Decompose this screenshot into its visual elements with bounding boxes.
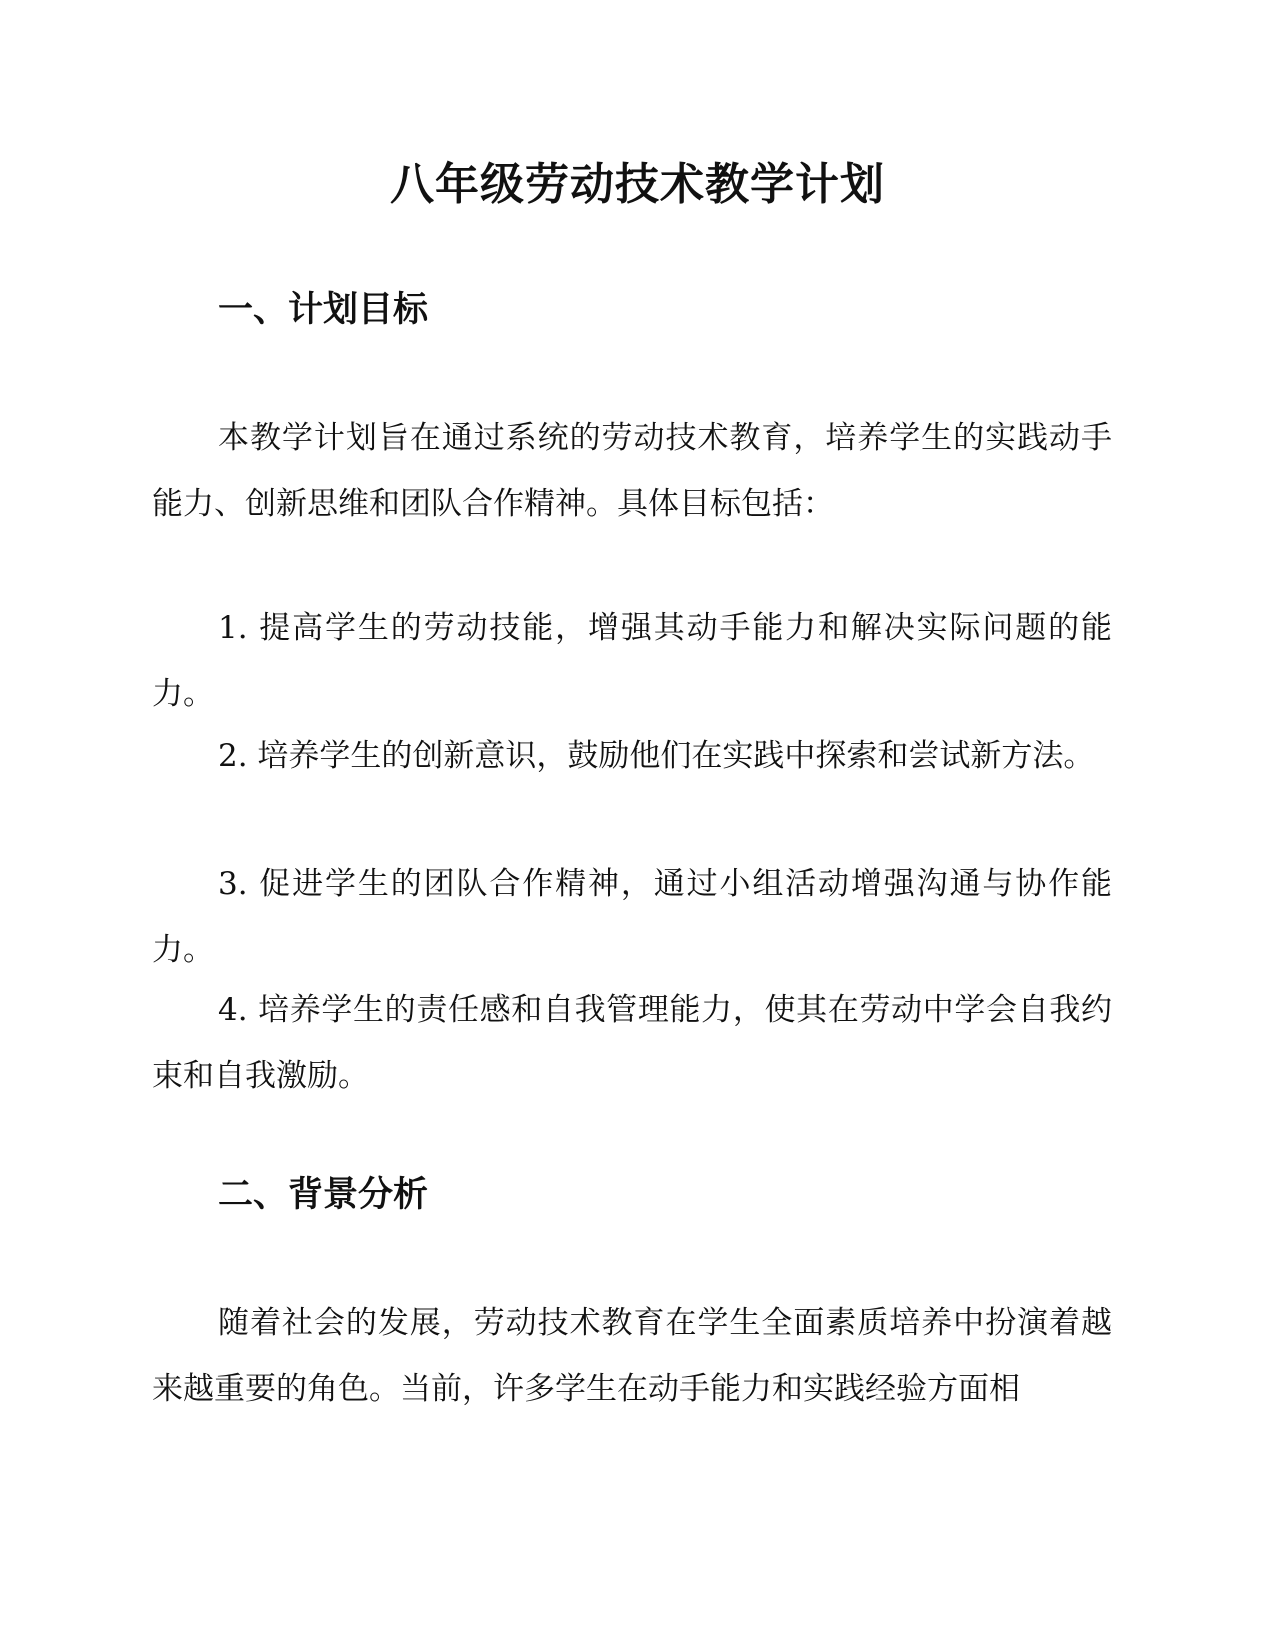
goal-item-2: 2. 培养学生的创新意识，鼓励他们在实践中探索和尝试新方法。	[218, 738, 1095, 774]
section-intro-goals: 本教学计划旨在通过系统的劳动技术教育，培养学生的实践动手能力、创新思维和团队合作精神。具体目标包括：	[152, 420, 1112, 522]
goal-item-1: 1. 提高学生的劳动技能，增强其动手能力和解决实际问题的能力。	[152, 610, 1112, 712]
section-heading-goals: 一、计划目标	[218, 290, 429, 330]
goal-item-4: 4. 培养学生的责任感和自我管理能力，使其在劳动中学会自我约束和自我激励。	[152, 992, 1112, 1094]
section-heading-background: 二、背景分析	[218, 1175, 429, 1215]
document-title: 八年级劳动技术教学计划	[390, 159, 885, 210]
goal-item-3: 3. 促进学生的团队合作精神，通过小组活动增强沟通与协作能力。	[152, 866, 1112, 968]
section-intro-background: 随着社会的发展，劳动技术教育在学生全面素质培养中扮演着越来越重要的角色。当前，许多学生在动手能力和实践经验方面相	[152, 1305, 1112, 1407]
